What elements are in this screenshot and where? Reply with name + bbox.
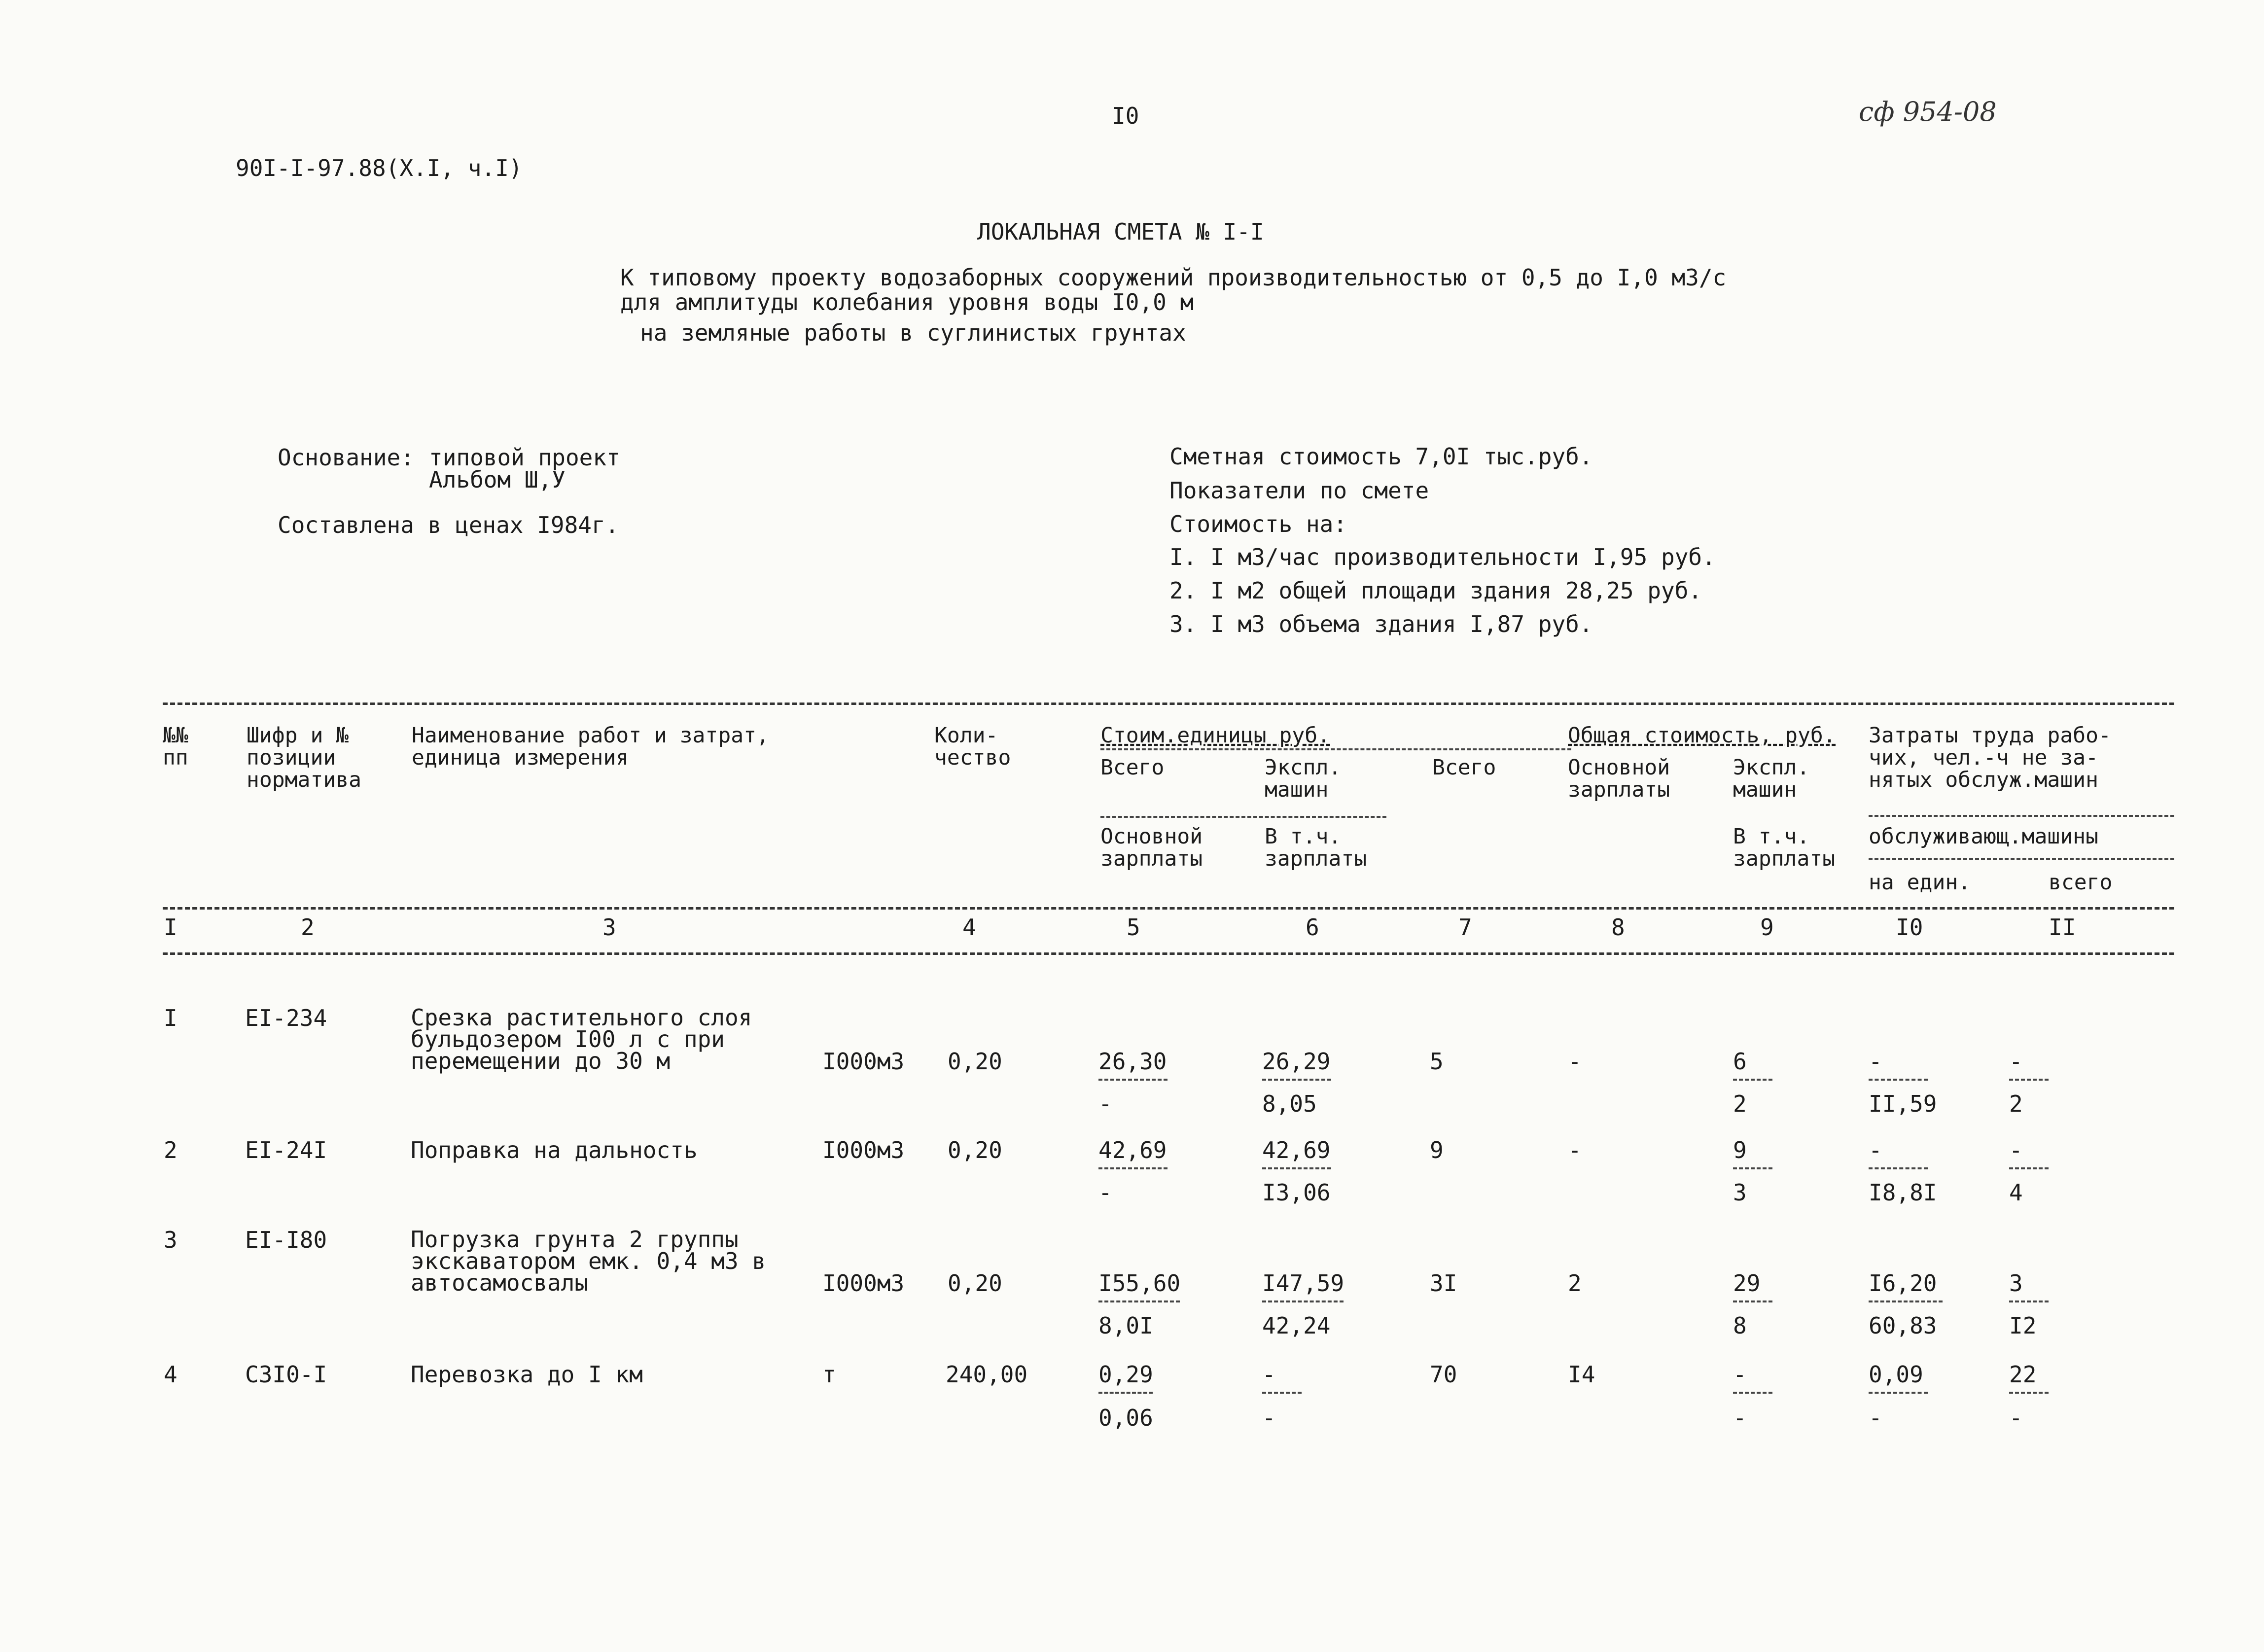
row-number: 3 <box>164 1227 177 1253</box>
estimated-cost: Сметная стоимость 7,0I тыс.руб. <box>1169 443 1593 470</box>
header-unit-machines: Экспл. машин <box>1265 755 1342 802</box>
subtitle-line-3: на земляные работы в суглинистых грунтах <box>640 319 1186 346</box>
fraction-line <box>1262 1167 1331 1169</box>
fraction-line <box>1869 1079 1928 1081</box>
row-number: 4 <box>164 1361 177 1388</box>
header-total-total: Всего <box>1432 755 1496 780</box>
col-num-7: 7 <box>1458 914 1472 941</box>
prices-year: Составлена в ценах I984г. <box>278 512 619 538</box>
header-labor-per-unit: на един. <box>1869 870 1971 895</box>
header-code: Шифр и № позиции норматива <box>247 723 361 792</box>
row-unit-base-wage: 8,0I <box>1098 1312 1153 1339</box>
basis-line-1: типовой проект <box>429 444 620 471</box>
row-quantity: 240,00 <box>946 1361 1028 1388</box>
row-unit: I000м3 <box>822 1048 905 1075</box>
fraction-line <box>1733 1079 1772 1081</box>
page-number: I0 <box>1112 103 1139 129</box>
fraction-line <box>1869 1301 1943 1302</box>
row-labor-all-top: - <box>2009 1048 2023 1075</box>
row-unit-incl-wage: - <box>1262 1405 1276 1431</box>
fraction-line <box>1098 1392 1153 1394</box>
row-unit-total: 26,30 <box>1098 1048 1167 1075</box>
row-total-machines: 29 <box>1733 1270 1761 1297</box>
fraction-line <box>1869 1392 1928 1394</box>
fraction-line <box>1262 1079 1331 1081</box>
row-total-base-wage: - <box>1568 1137 1582 1163</box>
row-unit-incl-wage: 42,24 <box>1262 1312 1331 1339</box>
cost-per-area: 2. I м2 общей площади здания 28,25 руб. <box>1169 577 1702 604</box>
row-name: Срезка растительного слоя бульдозером I00 л с при перемещении до 30 м <box>411 1004 752 1074</box>
cost-per-volume: 3. I м3 объема здания I,87 руб. <box>1169 611 1593 637</box>
col-num-10: I0 <box>1896 914 1923 941</box>
row-quantity: 0,20 <box>948 1137 1002 1163</box>
header-unit-incl-wage: В т.ч. зарплаты <box>1265 824 1367 871</box>
col-num-8: 8 <box>1611 914 1625 941</box>
row-unit-total: 0,29 <box>1098 1361 1153 1388</box>
fraction-line <box>1098 1301 1180 1302</box>
fraction-line <box>1098 1079 1167 1081</box>
fraction-line <box>1733 1392 1772 1394</box>
subtitle-line-1: К типовому проекту водозаборных сооружений производительностью от 0,5 до I,0 м3/с <box>620 264 1727 291</box>
row-total: 9 <box>1430 1137 1444 1163</box>
basis-label: Основание: <box>278 444 414 471</box>
header-unit-base-wage: Основной зарплаты <box>1100 824 1203 871</box>
col-num-6: 6 <box>1306 914 1319 941</box>
row-total-incl-wage: 2 <box>1733 1090 1747 1117</box>
row-unit: I000м3 <box>822 1270 905 1297</box>
header-labor-service: обслуживающ.машины <box>1869 824 2098 849</box>
row-quantity: 0,20 <box>948 1048 1002 1075</box>
row-unit-total: I55,60 <box>1098 1270 1181 1297</box>
row-labor-unit-top: I6,20 <box>1869 1270 1937 1297</box>
row-code: EI-24I <box>245 1137 327 1163</box>
row-total-incl-wage: 8 <box>1733 1312 1747 1339</box>
row-total: 3I <box>1430 1270 1457 1297</box>
row-labor-unit-top: 0,09 <box>1869 1361 1923 1388</box>
row-quantity: 0,20 <box>948 1270 1002 1297</box>
row-name: Погрузка грунта 2 группы экскаватором емк. 0,4 м3 в автосамосвалы <box>411 1226 766 1296</box>
col-num-5: 5 <box>1127 914 1140 941</box>
row-code: EI-I80 <box>245 1227 327 1253</box>
col-num-2: 2 <box>301 914 315 941</box>
table-top-separator <box>163 703 2174 705</box>
row-labor-unit-top: - <box>1869 1137 1882 1163</box>
fraction-line <box>1869 1167 1928 1169</box>
col-num-3: 3 <box>602 914 616 941</box>
row-labor-all-bottom: I2 <box>2009 1312 2037 1339</box>
row-unit: I000м3 <box>822 1137 905 1163</box>
document-title: ЛОКАЛЬНАЯ СМЕТА № I-I <box>977 218 1264 245</box>
header-unit-total: Всего <box>1100 755 1165 780</box>
row-name: Перевозка до I км <box>411 1361 643 1388</box>
row-labor-unit-bottom: II,59 <box>1869 1090 1937 1117</box>
unit-cost-underline <box>1100 748 1571 750</box>
row-unit: т <box>822 1361 836 1388</box>
cost-per-productivity: I. I м3/час производительности I,95 руб. <box>1169 544 1716 570</box>
cost-per-label: Стоимость на: <box>1169 511 1347 537</box>
row-labor-all-top: 22 <box>2009 1361 2037 1388</box>
row-unit-base-wage: - <box>1098 1090 1112 1117</box>
row-total-base-wage: I4 <box>1568 1361 1595 1388</box>
labor-separator-2 <box>1869 858 2174 860</box>
col-num-4: 4 <box>962 914 976 941</box>
row-code: EI-234 <box>245 1005 327 1031</box>
row-total-base-wage: - <box>1568 1048 1582 1075</box>
header-name: Наименование работ и затрат, единица измерения <box>412 723 769 770</box>
indicators-label: Показатели по смете <box>1169 477 1429 504</box>
document-code: 90I-I-97.88(X.I, ч.I) <box>236 155 523 181</box>
row-number: 2 <box>164 1137 177 1163</box>
col-num-11: II <box>2049 914 2076 941</box>
header-total-cost: Общая стоимость, руб. <box>1568 723 1836 748</box>
row-labor-all-bottom: - <box>2009 1405 2023 1431</box>
col-numbers-top-separator <box>163 907 2174 910</box>
row-unit-base-wage: 0,06 <box>1098 1405 1153 1431</box>
row-unit-base-wage: - <box>1098 1179 1112 1206</box>
header-total-base-wage: Основной зарплаты <box>1568 755 1670 802</box>
row-total-machines: - <box>1733 1361 1747 1388</box>
fraction-line <box>2009 1079 2049 1081</box>
fraction-line <box>1262 1301 1344 1302</box>
subtitle-line-2: для амплитуды колебания уровня воды I0,0 м <box>620 289 1194 316</box>
header-quantity: Коли- чество <box>934 723 1011 770</box>
row-total: 5 <box>1430 1048 1444 1075</box>
row-unit-machines: I47,59 <box>1262 1270 1344 1297</box>
row-unit-incl-wage: 8,05 <box>1262 1090 1317 1117</box>
row-labor-all-top: 3 <box>2009 1270 2023 1297</box>
labor-separator-1 <box>1869 815 2174 817</box>
row-unit-total: 42,69 <box>1098 1137 1167 1163</box>
header-labor: Затраты труда рабо- чих, чел.-ч не за- нятых обслуж.машин <box>1869 723 2111 792</box>
row-unit-incl-wage: I3,06 <box>1262 1179 1331 1206</box>
fraction-line <box>2009 1301 2049 1302</box>
row-total-machines: 9 <box>1733 1137 1747 1163</box>
header-total-incl-wage: В т.ч. зарплаты <box>1733 824 1836 871</box>
row-unit-machines: - <box>1262 1361 1276 1388</box>
unit-cost-sub-separator <box>1100 816 1386 818</box>
row-total-base-wage: 2 <box>1568 1270 1582 1297</box>
fraction-line <box>1098 1167 1167 1169</box>
basis-line-2: Альбом Ш,У <box>429 466 566 493</box>
row-labor-unit-bottom: 60,83 <box>1869 1312 1937 1339</box>
col-num-1: I <box>164 914 177 941</box>
row-labor-unit-top: - <box>1869 1048 1882 1075</box>
row-labor-unit-bottom: - <box>1869 1405 1882 1431</box>
row-labor-all-top: - <box>2009 1137 2023 1163</box>
row-unit-machines: 26,29 <box>1262 1048 1331 1075</box>
handwritten-code: сф 954-08 <box>1859 96 1997 127</box>
row-labor-all-bottom: 2 <box>2009 1090 2023 1117</box>
row-name: Поправка на дальность <box>411 1137 698 1163</box>
header-total-machines: Экспл. машин <box>1733 755 1810 802</box>
fraction-line <box>1733 1167 1772 1169</box>
fraction-line <box>1733 1301 1772 1302</box>
row-total-machines: 6 <box>1733 1048 1747 1075</box>
fraction-line <box>1262 1392 1302 1394</box>
row-code: С3I0-I <box>245 1361 327 1388</box>
fraction-line <box>2009 1392 2049 1394</box>
row-unit-machines: 42,69 <box>1262 1137 1331 1163</box>
col-num-9: 9 <box>1760 914 1774 941</box>
header-unit-cost: Стоим.единицы руб. <box>1100 723 1330 748</box>
header-labor-all: всего <box>2049 870 2113 895</box>
fraction-line <box>2009 1167 2049 1169</box>
row-total: 70 <box>1430 1361 1457 1388</box>
row-number: I <box>164 1005 177 1031</box>
row-labor-unit-bottom: I8,8I <box>1869 1179 1937 1206</box>
col-numbers-bottom-separator <box>163 952 2174 955</box>
row-total-incl-wage: - <box>1733 1405 1747 1431</box>
header-row-number: №№ пп <box>163 723 188 770</box>
row-total-incl-wage: 3 <box>1733 1179 1747 1206</box>
row-labor-all-bottom: 4 <box>2009 1179 2023 1206</box>
